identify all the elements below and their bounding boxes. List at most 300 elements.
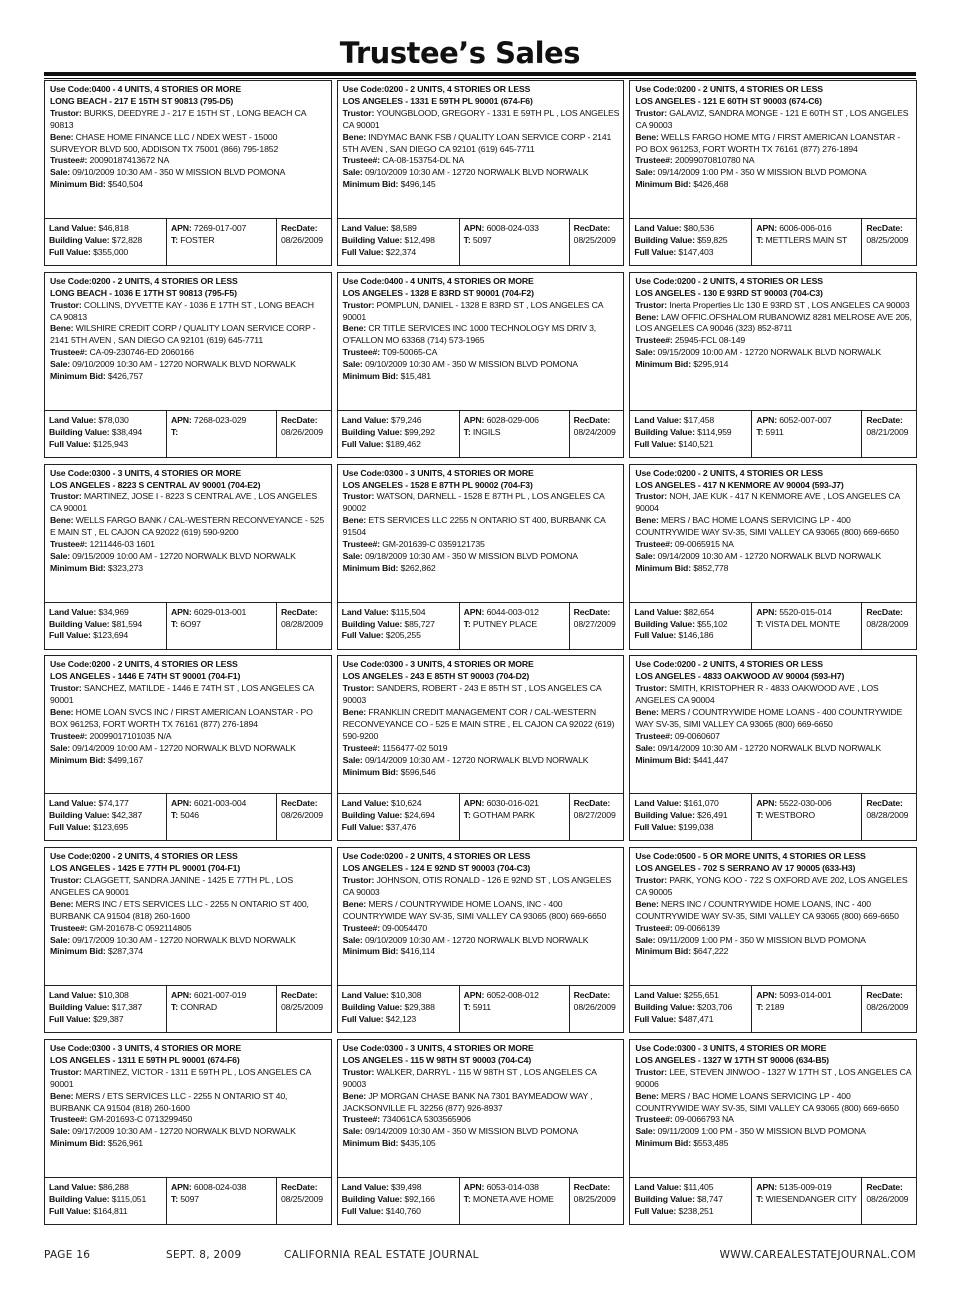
full-value-label: Full Value: <box>341 630 384 641</box>
tract-label: T: <box>171 810 178 821</box>
values-cell <box>45 986 166 1032</box>
recdate-label: RecDate: <box>281 606 318 617</box>
building-value-label: Building Value: <box>49 426 110 437</box>
minimum-bid-value: $596,546 <box>400 766 436 777</box>
land-value-value: $115,504 <box>391 606 426 617</box>
values-cell <box>630 794 751 840</box>
trustor <box>343 1067 620 1091</box>
beneficiary <box>50 323 327 347</box>
beneficiary <box>50 515 327 539</box>
trustee-number-label: Trustee#: <box>342 155 380 166</box>
listing-details <box>629 464 917 602</box>
apn-value: 5522-030-006 <box>779 798 832 809</box>
full-value-value: $123,694 <box>93 630 129 641</box>
minimum-bid-value: $553,485 <box>693 1138 729 1149</box>
apn-cell <box>459 794 569 840</box>
minimum-bid-label: Minimum Bid: <box>635 562 691 573</box>
land-value-value: $46,818 <box>98 223 129 233</box>
tract-value: 5097 <box>180 1193 199 1204</box>
trustee-number-value: 25945-FCL 08-149 <box>674 335 746 346</box>
full-value-label: Full Value: <box>341 1205 384 1216</box>
listing-card <box>629 655 917 847</box>
minimum-bid <box>343 179 620 191</box>
building-value-label: Building Value: <box>49 810 110 821</box>
recdate-value: 08/27/2009 <box>573 618 616 629</box>
land-value-label: Land Value: <box>341 798 389 809</box>
building-value <box>634 1002 748 1014</box>
recdate-cell <box>569 1178 624 1224</box>
apn-value: 6008-024-038 <box>193 1181 247 1192</box>
full-value <box>634 439 748 451</box>
trustor-value: MARTINEZ, JOSE I - 8223 S CENTRAL AVE , LOS ANGELES CA 90001 <box>50 491 317 514</box>
listing-details <box>337 1039 625 1177</box>
trustee-number-label: Trustee#: <box>50 347 88 358</box>
apn-label: APN: <box>756 414 777 425</box>
apn-label: APN: <box>463 1181 485 1192</box>
trustee-number-value: 09-0054470 <box>382 922 428 933</box>
apn-label: APN: <box>463 990 485 1001</box>
minimum-bid-label: Minimum Bid: <box>342 766 399 777</box>
beneficiary-value: MERS INC / ETS SERVICES LLC - 2255 N ONTARIO ST 400, BURBANK CA 91504 (818) 260-1600 <box>50 898 309 921</box>
values-cell <box>45 411 166 457</box>
trustor-label: Trustor: <box>342 107 375 118</box>
recdate-value: 08/26/2009 <box>281 810 323 821</box>
issue-date: SEPT. 8, 2009 <box>166 1249 242 1261</box>
full-value-label: Full Value: <box>341 246 384 257</box>
beneficiary <box>343 515 620 539</box>
trustor-value: MARTINEZ, VICTOR - 1311 E 59TH PL , LOS ANGELES CA 90001 <box>50 1066 311 1089</box>
trustor <box>343 300 620 324</box>
recdate-cell <box>276 411 331 457</box>
trustee-number-value: 09-0066793 NA <box>674 1114 734 1125</box>
full-value <box>634 630 748 642</box>
minimum-bid <box>635 946 912 958</box>
full-value-label: Full Value: <box>49 822 91 833</box>
sale-info-value: 09/18/2009 10:30 AM - 350 W MISSION BLVD POMONA <box>364 550 578 561</box>
land-value <box>342 990 456 1002</box>
trustee-number-value: 734061CA 5303565906 <box>382 1114 471 1125</box>
trustor-label: Trustor: <box>50 107 82 118</box>
property-address: LOS ANGELES - 1425 E 77TH PL 90001 (704-F1) <box>50 863 241 874</box>
trustee-number-label: Trustee#: <box>342 742 380 753</box>
apn-label: APN: <box>756 223 777 233</box>
tract-label: T: <box>756 810 764 821</box>
land-value-value: $10,308 <box>98 990 129 1001</box>
minimum-bid-value: $426,757 <box>107 371 143 382</box>
building-value <box>342 427 456 439</box>
land-value <box>634 1182 748 1194</box>
minimum-bid <box>635 755 912 767</box>
listing-values <box>337 602 625 650</box>
land-value-value: $34,969 <box>98 606 129 617</box>
building-value-label: Building Value: <box>634 234 695 245</box>
listing-details <box>629 847 917 985</box>
beneficiary-value: LAW OFFIC.OFSHALOM RUBANOWIZ 8281 MELROSE AVE 205, LOS ANGELES CA 90046 (323) 852-8711 <box>635 311 912 334</box>
listing-card <box>44 655 332 847</box>
sale-info <box>635 347 912 359</box>
trustee-number-value: 09-0060607 <box>674 730 720 741</box>
listing-card <box>337 655 625 847</box>
full-value <box>342 1206 456 1218</box>
beneficiary-label: Bene: <box>50 131 74 142</box>
apn-value: 7269-017-007 <box>193 223 247 233</box>
use-code: Use Code:0200 - 2 UNITS, 4 STORIES OR LESS <box>635 275 823 286</box>
trustee-number-value: 09-0066139 <box>674 922 720 933</box>
apn-cell <box>751 603 861 649</box>
apn-cell <box>166 603 276 649</box>
tract-label: T: <box>756 1193 764 1204</box>
trustee-number <box>343 155 620 167</box>
trustee-number-label: Trustee#: <box>342 922 380 933</box>
tract-value: 2189 <box>765 1002 785 1013</box>
full-value <box>49 1014 163 1026</box>
listing-details <box>44 847 332 985</box>
land-value-value: $17,458 <box>683 414 715 425</box>
minimum-bid <box>343 563 620 575</box>
use-code: Use Code:0200 - 2 UNITS, 4 STORIES OR LESS <box>50 659 238 670</box>
apn <box>171 990 273 1002</box>
sale-info <box>50 743 327 755</box>
minimum-bid-value: $496,145 <box>400 179 436 190</box>
tract-label: T: <box>756 618 764 629</box>
sale-info-label: Sale: <box>342 167 363 178</box>
land-value-label: Land Value: <box>341 606 389 617</box>
minimum-bid-label: Minimum Bid: <box>342 946 399 957</box>
recdate-label: RecDate: <box>866 414 903 425</box>
full-value <box>49 247 163 259</box>
land-value-label: Land Value: <box>634 414 682 425</box>
apn-value: 6021-007-019 <box>193 990 247 1001</box>
website-link[interactable]: WWW.CAREALESTATEJOURNAL.COM <box>719 1249 916 1261</box>
minimum-bid-value: $647,222 <box>693 946 729 957</box>
recdate-label: RecDate: <box>281 223 318 233</box>
minimum-bid-label: Minimum Bid: <box>342 1138 399 1149</box>
trustor-value: CLAGGETT, SANDRA JANINE - 1425 E 77TH PL , LOS ANGELES CA 90001 <box>50 875 293 897</box>
apn-cell <box>166 411 276 457</box>
full-value <box>634 822 748 834</box>
listing-values <box>629 985 917 1033</box>
trustee-number <box>343 923 620 935</box>
listing-card <box>629 272 917 464</box>
recdate-value: 08/27/2009 <box>573 810 616 821</box>
beneficiary-label: Bene: <box>50 898 74 909</box>
sale-info-value: 09/10/2009 10:30 AM - 12720 NORWALK BLVD NORWALK <box>364 167 589 178</box>
building-value-value: $38,494 <box>111 426 143 437</box>
trustee-number-label: Trustee#: <box>635 335 673 346</box>
trustor <box>343 491 620 515</box>
apn <box>171 415 273 427</box>
tract <box>171 427 273 439</box>
building-value <box>634 810 748 822</box>
apn-cell <box>166 986 276 1032</box>
minimum-bid-label: Minimum Bid: <box>50 754 106 765</box>
trustor <box>635 491 912 515</box>
sale-info-value: 09/10/2009 10:30 AM - 12720 NORWALK BLVD NORWALK <box>364 934 589 945</box>
trustor-value: YOUNGBLOOD, GREGORY - 1331 E 59TH PL , LOS ANGELES CA 90001 <box>342 107 620 130</box>
use-code: Use Code:0200 - 2 UNITS, 4 STORIES OR LESS <box>635 467 823 478</box>
sale-info-value: 09/15/2009 10:00 AM - 12720 NORWALK BLVD NORWALK <box>657 347 882 358</box>
beneficiary-label: Bene: <box>635 1090 659 1101</box>
beneficiary-value: CHASE HOME FINANCE LLC / NDEX WEST - 15000 SURVEYOR BLVD 500, ADDISON TX 75001 (866) 795-1852 <box>50 131 279 154</box>
land-value-value: $82,654 <box>683 606 715 617</box>
full-value-label: Full Value: <box>49 1014 91 1024</box>
land-value-label: Land Value: <box>634 606 682 617</box>
tract <box>171 810 273 822</box>
land-value <box>634 607 748 619</box>
recdate-label: RecDate: <box>573 223 611 233</box>
listing-card <box>44 464 332 656</box>
minimum-bid <box>635 179 912 191</box>
full-value-value: $355,000 <box>93 246 129 257</box>
sale-info-label: Sale: <box>635 1126 656 1137</box>
recdate-value: 08/26/2009 <box>281 234 323 245</box>
minimum-bid <box>343 1138 620 1150</box>
beneficiary-label: Bene: <box>342 323 367 334</box>
tract <box>756 1002 858 1014</box>
building-value <box>342 1194 456 1206</box>
recdate-value: 08/25/2009 <box>573 1193 616 1204</box>
land-value <box>342 798 456 810</box>
property-address: LOS ANGELES - 702 S SERRANO AV 17 90005 (633-H3) <box>635 863 856 874</box>
listing-card <box>337 1039 625 1231</box>
minimum-bid-value: $499,167 <box>107 754 143 765</box>
minimum-bid <box>50 371 327 383</box>
trustor-label: Trustor: <box>50 1066 82 1077</box>
trustee-number-value: 09-0065915 NA <box>674 539 734 550</box>
tract-value: INGILS <box>472 426 501 437</box>
apn-label: APN: <box>171 798 192 809</box>
land-value-label: Land Value: <box>341 990 389 1001</box>
full-value-value: $146,186 <box>678 630 714 641</box>
apn <box>464 798 566 810</box>
sale-info <box>50 1126 327 1138</box>
recdate-cell <box>569 411 624 457</box>
apn <box>756 607 858 619</box>
sale-info <box>50 935 327 947</box>
property-address: LONG BEACH - 1036 E 17TH ST 90813 (795-F5) <box>50 287 237 298</box>
trustor <box>635 300 912 312</box>
minimum-bid-label: Minimum Bid: <box>50 562 106 573</box>
building-value-label: Building Value: <box>49 1193 110 1204</box>
apn-cell <box>459 219 569 265</box>
trustor-value: PARK, YONG KOO - 722 S OXFORD AVE 202, LOS ANGELES CA 90005 <box>635 875 908 897</box>
beneficiary-value: ETS SERVICES LLC 2255 N ONTARIO ST 400, BURBANK CA 91504 <box>342 515 606 538</box>
values-cell <box>45 603 166 649</box>
trustor <box>343 875 620 899</box>
trustee-number-label: Trustee#: <box>342 539 380 550</box>
listing-card <box>337 847 625 1039</box>
minimum-bid-label: Minimum Bid: <box>342 562 399 573</box>
tract-label: T: <box>463 426 471 437</box>
minimum-bid <box>343 767 620 779</box>
land-value-label: Land Value: <box>634 990 682 1001</box>
full-value-value: $140,760 <box>385 1205 421 1216</box>
recdate-value: 08/25/2009 <box>281 1193 323 1204</box>
building-value-label: Building Value: <box>341 1002 403 1013</box>
apn-value: 7268-023-029 <box>193 414 247 425</box>
trustee-number-value: 20099070810780 NA <box>674 155 755 166</box>
recdate-value: 08/25/2009 <box>573 234 616 245</box>
apn-cell <box>459 603 569 649</box>
listing-details <box>337 80 625 218</box>
apn <box>171 607 273 619</box>
trustee-number-label: Trustee#: <box>50 1114 88 1125</box>
sale-info-value: 09/14/2009 10:00 AM - 12720 NORWALK BLVD NORWALK <box>72 742 296 753</box>
trustor-value: GALAVIZ, SANDRA MONGE - 121 E 60TH ST , LOS ANGELES CA 90003 <box>635 107 909 130</box>
apn-label: APN: <box>463 414 485 425</box>
tract <box>464 810 566 822</box>
full-value <box>342 247 456 259</box>
property-address: LOS ANGELES - 1446 E 74TH ST 90001 (704-F1) <box>50 671 241 682</box>
tract <box>171 1002 273 1014</box>
trustor-label: Trustor: <box>635 299 667 310</box>
land-value-label: Land Value: <box>49 223 97 233</box>
trustor-value: NOH, JAE KUK - 417 N KENMORE AVE , LOS ANGELES CA 90004 <box>635 491 900 514</box>
apn <box>756 1182 858 1194</box>
trustee-number-value: GM-201678-C 0592114805 <box>89 922 192 933</box>
full-value <box>49 1206 163 1218</box>
building-value <box>49 235 163 247</box>
apn <box>464 223 566 235</box>
trustor-label: Trustor: <box>50 683 82 694</box>
recdate-cell <box>569 219 624 265</box>
listing-card <box>337 272 625 464</box>
recdate-cell <box>861 1178 916 1224</box>
building-value-label: Building Value: <box>634 426 695 437</box>
full-value-label: Full Value: <box>634 1014 677 1024</box>
listing-values <box>629 410 917 458</box>
tract-value: 5046 <box>180 810 199 821</box>
trustee-number <box>635 923 912 935</box>
land-value-value: $78,030 <box>98 414 129 425</box>
building-value <box>49 427 163 439</box>
beneficiary <box>635 707 912 731</box>
listing-values <box>629 602 917 650</box>
listing-values <box>337 793 625 841</box>
listing-values <box>629 1177 917 1225</box>
land-value-value: $74,177 <box>98 798 129 809</box>
use-code: Use Code:0200 - 2 UNITS, 4 STORIES OR LESS <box>50 275 238 286</box>
tract <box>171 619 273 631</box>
full-value-label: Full Value: <box>634 246 677 257</box>
sale-info-label: Sale: <box>635 167 656 178</box>
trustee-number <box>343 1114 620 1126</box>
land-value <box>49 415 163 427</box>
recdate-value: 08/26/2009 <box>866 1193 909 1204</box>
beneficiary <box>50 707 327 731</box>
sale-info-value: 09/14/2009 10:30 AM - 350 W MISSION BLVD POMONA <box>364 1126 578 1137</box>
listing-values <box>44 410 332 458</box>
listing-values <box>44 1177 332 1225</box>
tract <box>464 1002 566 1014</box>
recdate-label: RecDate: <box>573 798 611 809</box>
full-value-label: Full Value: <box>634 438 677 449</box>
apn-cell <box>459 411 569 457</box>
recdate-label: RecDate: <box>866 798 903 809</box>
minimum-bid-label: Minimum Bid: <box>635 179 691 190</box>
listing-values <box>337 218 625 266</box>
land-value <box>49 1182 163 1194</box>
sale-info-label: Sale: <box>342 1126 363 1137</box>
tract-label: T: <box>171 1193 178 1204</box>
trustor-label: Trustor: <box>635 875 667 885</box>
values-cell <box>630 219 751 265</box>
full-value-label: Full Value: <box>49 1205 91 1216</box>
tract <box>171 1194 273 1206</box>
land-value <box>342 223 456 235</box>
apn-label: APN: <box>171 606 192 617</box>
recdate-label: RecDate: <box>281 1181 318 1192</box>
trustor-value: JOHNSON, OTIS RONALD - 126 E 92ND ST , LOS ANGELES CA 90003 <box>342 875 612 897</box>
values-cell <box>45 794 166 840</box>
recdate-cell <box>276 1178 331 1224</box>
sale-info-label: Sale: <box>635 742 656 753</box>
apn <box>756 798 858 810</box>
building-value-value: $55,102 <box>697 618 728 629</box>
trustee-number-value: 1211446-03 1601 <box>89 539 155 550</box>
beneficiary-label: Bene: <box>635 311 659 322</box>
beneficiary <box>635 515 912 539</box>
apn-value: 6052-007-007 <box>779 414 832 425</box>
land-value-label: Land Value: <box>634 223 682 233</box>
use-code: Use Code:0200 - 2 UNITS, 4 STORIES OR LESS <box>635 659 823 670</box>
full-value <box>49 439 163 451</box>
sale-info-value: 09/14/2009 10:30 AM - 12720 NORWALK BLVD NORWALK <box>657 550 882 561</box>
sale-info <box>635 743 912 755</box>
trustee-number-value: 20099017101035 N/A <box>89 730 172 741</box>
land-value-label: Land Value: <box>634 1181 682 1192</box>
beneficiary-label: Bene: <box>342 898 367 909</box>
full-value <box>634 1206 748 1218</box>
building-value <box>342 235 456 247</box>
trustor-label: Trustor: <box>635 107 667 118</box>
apn-value: 6030-016-021 <box>486 798 539 809</box>
building-value <box>634 1194 748 1206</box>
apn-label: APN: <box>171 414 192 425</box>
trustor-value: SANDERS, ROBERT - 243 E 85TH ST , LOS ANGELES CA 90003 <box>342 683 602 706</box>
values-cell <box>338 603 459 649</box>
trustor-label: Trustor: <box>50 491 82 502</box>
land-value <box>634 415 748 427</box>
trustee-number-value: GM-201693-C 0713299450 <box>89 1114 193 1125</box>
tract <box>464 235 566 247</box>
trustee-number <box>635 1114 912 1126</box>
beneficiary-value: MERS / BAC HOME LOANS SERVICING LP - 400 COUNTRYWIDE WAY SV-35, SIMI VALLEY CA 93065 (800) 669-6650 <box>635 1090 899 1113</box>
apn-cell <box>166 219 276 265</box>
full-value <box>634 247 748 259</box>
apn <box>171 223 273 235</box>
apn-value: 6053-014-038 <box>486 1181 539 1192</box>
values-cell <box>45 1178 166 1224</box>
trustor-value: WALKER, DARRYL - 115 W 98TH ST , LOS ANGELES CA 90003 <box>342 1066 597 1089</box>
beneficiary-value: JP MORGAN CHASE BANK NA 7301 BAYMEADOW WAY , JACKSONVILLE FL 32256 (877) 926-8937 <box>342 1090 593 1113</box>
sale-info-label: Sale: <box>635 934 656 945</box>
tract-label: T: <box>171 1002 178 1013</box>
recdate-label: RecDate: <box>866 1181 903 1192</box>
beneficiary <box>50 132 327 156</box>
beneficiary-value: MERS / ETS SERVICES LLC - 2255 N ONTARIO ST 40, BURBANK CA 91504 (818) 260-1600 <box>50 1090 288 1113</box>
building-value-value: $59,825 <box>697 234 728 245</box>
apn-cell <box>751 986 861 1032</box>
sale-info-label: Sale: <box>50 550 71 561</box>
land-value-label: Land Value: <box>341 414 389 425</box>
building-value <box>634 619 748 631</box>
land-value-label: Land Value: <box>49 606 97 617</box>
tract <box>756 235 858 247</box>
recdate-label: RecDate: <box>573 990 611 1001</box>
use-code: Use Code:0300 - 3 UNITS, 4 STORIES OR MORE <box>50 1042 241 1053</box>
trustee-number <box>50 731 327 743</box>
